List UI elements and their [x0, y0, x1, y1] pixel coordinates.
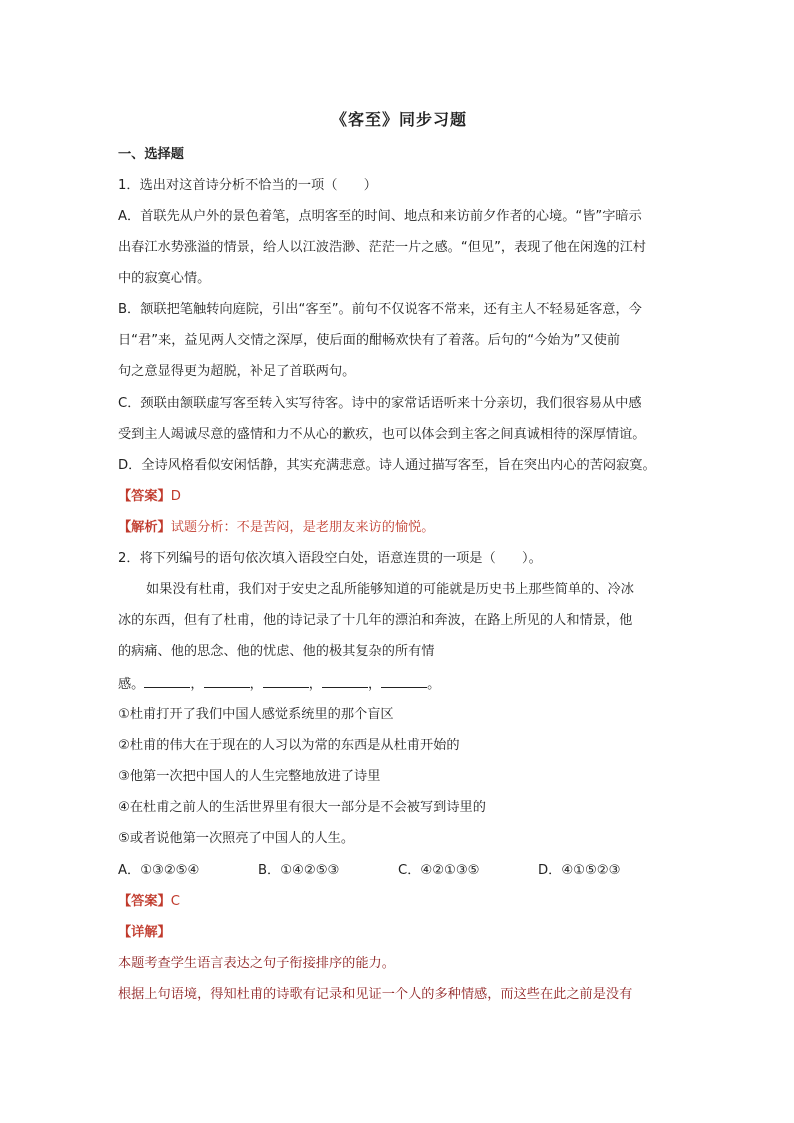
q2-answer	[118, 893, 180, 911]
answer-value: D	[170, 489, 181, 504]
q2-passage-line-2: 冰的东西，但有了杜甫，他的诗记录了十几年的漂泊和奔波，在路上所见的人和情景，他	[118, 613, 633, 628]
blank-separator: ，	[249, 677, 263, 692]
q2-passage-line-1: 如果没有杜甫，我们对于安史之乱所能够知道的可能就是历史书上那些简单的、冷冰	[146, 582, 634, 597]
q2-option-b: B．①④②⑤③	[258, 863, 340, 878]
q2-detail-label: 【详解】	[118, 925, 171, 940]
q2-item-5: ⑤或者说他第一次照亮了中国人的人生。	[118, 831, 355, 846]
blank-separator: ，	[190, 677, 204, 692]
answer-value: C	[170, 894, 180, 909]
q1-option-b-line-1: B．颔联把笔触转向庭院，引出“客至”。前句不仅说客不常来，还有主人不轻易延客意，今	[118, 302, 642, 317]
fill-blank-4	[322, 675, 368, 688]
blank-line-prefix: 感。	[118, 677, 145, 692]
section-heading: 一、选择题	[118, 147, 184, 162]
q2-blank-line	[118, 675, 440, 694]
q2-option-c: C．④②①③⑤	[398, 863, 480, 878]
q2-option-d: D．④①⑤②③	[538, 863, 621, 878]
q2-stem: 2．将下列编号的语句依次填入语段空白处，语意连贯的一项是（ ）。	[118, 551, 542, 566]
document-title: 《客至》同步习题	[330, 110, 467, 129]
q1-option-d: D．全诗风格看似安闲恬静，其实充满悲意。诗人通过描写客至，旨在突出内心的苦闷寂寞。	[118, 458, 656, 473]
q1-answer	[118, 488, 181, 506]
q1-option-c-line-1: C．颈联由颔联虚写客至转入实写待客。诗中的家常话语听来十分亲切，我们很容易从中感	[118, 396, 642, 411]
q1-option-a-line-1: A．首联先从户外的景色着笔，点明客至的时间、地点和来访前夕作者的心境。“皆”字暗示	[118, 209, 642, 224]
fill-blank-3	[263, 675, 309, 688]
q1-option-c-line-2: 受到主人竭诚尽意的盛情和力不从心的歉疚，也可以体会到主客之间真诚相待的深厚情谊。	[118, 427, 646, 442]
blank-line-end: 。	[427, 677, 441, 692]
q2-detail-line-1: 本题考查学生语言表达之句子衔接排序的能力。	[118, 956, 395, 971]
fill-blank-2	[204, 675, 250, 688]
q2-item-3: ③他第一次把中国人的人生完整地放进了诗里	[118, 769, 381, 784]
q1-option-b-line-2: 日“君”来，益见两人交情之深厚，使后面的酣畅欢快有了着落。后句的“今始为”又使前	[118, 333, 621, 348]
q2-options	[118, 862, 678, 880]
blank-separator: ，	[367, 677, 382, 692]
q2-passage-line-3: 的病痛、他的思念、他的忧虑、他的极其复杂的所有情	[118, 644, 435, 659]
fill-blank-5	[381, 675, 427, 688]
q2-item-2: ②杜甫的伟大在于现在的人习以为常的东西是从杜甫开始的	[118, 738, 460, 753]
q1-option-a-line-2: 出春江水势涨溢的情景，给人以江波浩渺、茫茫一片之感。“但见”，表现了他在闲逸的江村	[118, 240, 646, 255]
q1-stem: 1．选出对这首诗分析不恰当的一项（ ）	[118, 178, 377, 193]
answer-label: 【答案】	[118, 894, 171, 909]
analysis-text: 试题分析：不是苦闷，是老朋友来访的愉悦。	[170, 520, 435, 535]
answer-label: 【答案】	[118, 489, 171, 504]
q2-item-1: ①杜甫打开了我们中国人感觉系统里的那个盲区	[118, 707, 394, 722]
q2-detail-line-2: 根据上句语境，得知杜甫的诗歌有记录和见证一个人的多种情感，而这些在此之前是没有	[118, 987, 633, 1002]
q1-analysis	[118, 519, 435, 537]
blank-separator: ，	[308, 677, 322, 692]
q2-item-4: ④在杜甫之前人的生活世界里有很大一部分是不会被写到诗里的	[118, 800, 486, 815]
q1-option-b-line-3: 句之意显得更为超脱，补足了首联两句。	[118, 364, 356, 379]
q1-option-a-line-3: 中的寂寞心情。	[118, 271, 211, 286]
q2-option-a: A．①③②⑤④	[118, 863, 200, 878]
analysis-label: 【解析】	[118, 520, 171, 535]
fill-blank-1	[144, 675, 190, 688]
